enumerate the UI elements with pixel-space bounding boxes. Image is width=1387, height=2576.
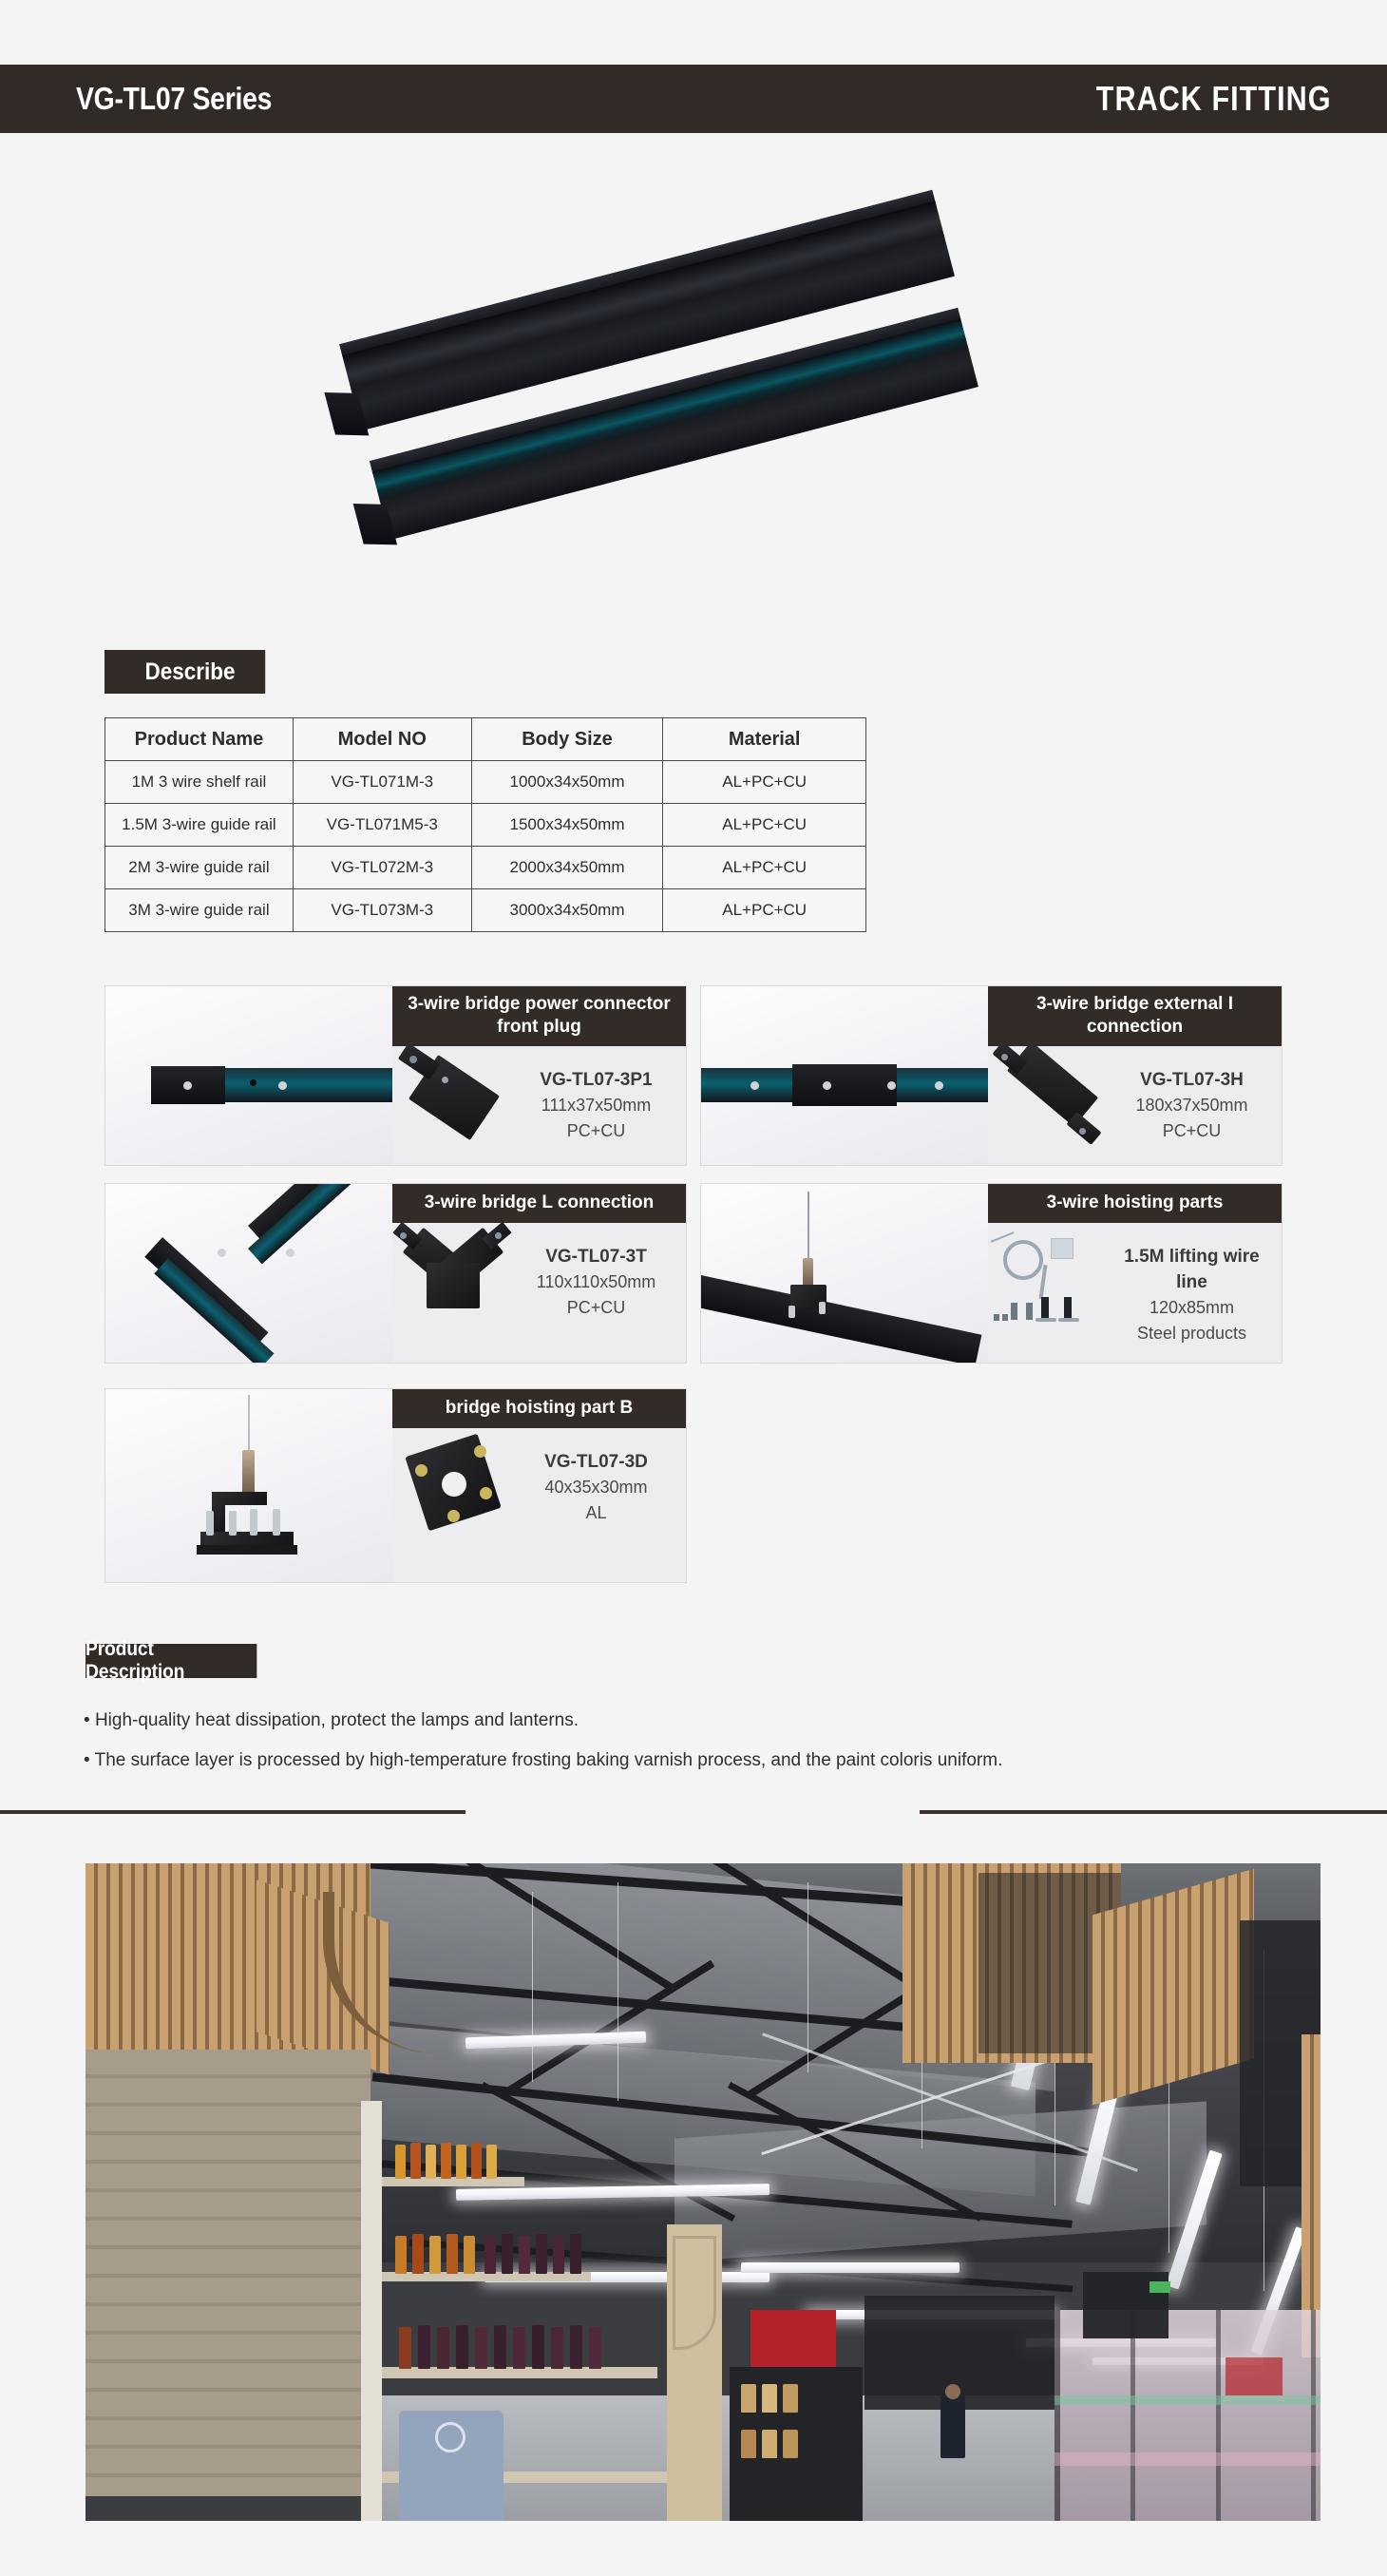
- accessory-photo-l-joint: [105, 1184, 392, 1363]
- accessory-card-hoisting-part-b: [104, 1388, 687, 1583]
- accessory-product-art: [392, 1046, 514, 1165]
- cell-body-size: 2000x34x50mm: [471, 847, 663, 889]
- accessory-dimensions: 111x37x50mm: [541, 1096, 652, 1115]
- accessory-dimensions: 180x37x50mm: [1135, 1096, 1248, 1115]
- accessory-card-l-connection: [104, 1183, 687, 1364]
- accessory-card-hoisting-parts: [700, 1183, 1282, 1364]
- accessory-material: AL: [585, 1503, 607, 1522]
- cell-material: AL+PC+CU: [663, 761, 866, 804]
- accessory-product-art-wire-kit: [988, 1223, 1110, 1363]
- accessory-detail: [988, 1046, 1282, 1165]
- accessory-model: 1.5M lifting wire line: [1124, 1247, 1260, 1292]
- cell-body-size: 1500x34x50mm: [471, 804, 663, 847]
- cell-material: AL+PC+CU: [663, 847, 866, 889]
- accessory-title: 3-wire bridge L connection: [392, 1184, 686, 1223]
- cell-model-no: VG-TL072M-3: [293, 847, 471, 889]
- accessory-detail: [392, 1223, 686, 1363]
- product-description-badge: [86, 1638, 256, 1683]
- accessory-detail: [392, 1046, 686, 1165]
- accessory-material: PC+CU: [566, 1298, 626, 1317]
- description-bullet: • High-quality heat dissipation, protect the lamps and lanterns.: [84, 1701, 1319, 1741]
- column-header-body-size: Body Size: [471, 718, 663, 761]
- accessory-card-i-connection: [700, 985, 1282, 1166]
- column-header-model-no: Model NO: [293, 718, 471, 761]
- accessory-info-panel: [988, 1184, 1282, 1363]
- accessory-photo-hoisting: [701, 1184, 988, 1363]
- accessory-info-panel: [392, 1389, 686, 1582]
- accessory-product-art: [392, 1223, 514, 1363]
- accessory-title: 3-wire bridge power connector front plug: [392, 986, 686, 1046]
- accessory-spec-block: [514, 1223, 686, 1321]
- cell-product-name: 1M 3 wire shelf rail: [105, 761, 294, 804]
- accessory-dimensions: 40x35x30mm: [544, 1478, 648, 1497]
- table-row: [105, 804, 866, 847]
- accessory-material: Steel products: [1136, 1324, 1247, 1343]
- accessory-spec-block: [514, 1046, 686, 1144]
- accessory-spec-block: [1110, 1223, 1282, 1346]
- table-row: [105, 889, 866, 932]
- cell-model-no: VG-TL071M-3: [293, 761, 471, 804]
- accessory-photo-i-joint: [701, 986, 988, 1165]
- cell-model-no: VG-TL071M5-3: [293, 804, 471, 847]
- description-bullet: • The surface layer is processed by high-temperature frosting baking varnish process, and the paint coloris uniform.: [84, 1741, 1319, 1781]
- cell-product-name: 2M 3-wire guide rail: [105, 847, 294, 889]
- product-description-list: [84, 1701, 1319, 1781]
- accessory-title: bridge hoisting part B: [392, 1389, 686, 1428]
- hero-product-image: [0, 171, 1387, 589]
- page-header-bar: [0, 65, 1387, 133]
- accessory-material: PC+CU: [1162, 1121, 1222, 1140]
- cell-product-name: 3M 3-wire guide rail: [105, 889, 294, 932]
- divider-line-right: [920, 1810, 1387, 1814]
- accessory-title: 3-wire hoisting parts: [988, 1184, 1282, 1223]
- accessory-info-panel: [988, 986, 1282, 1165]
- column-header-product-name: Product Name: [105, 718, 294, 761]
- accessory-spec-block: [1110, 1046, 1282, 1144]
- accessory-card-power-connector: [104, 985, 687, 1166]
- accessory-detail: [988, 1223, 1282, 1363]
- cell-material: AL+PC+CU: [663, 889, 866, 932]
- accessory-model: VG-TL07-3D: [544, 1452, 648, 1472]
- page-title: VG-TL07 Series: [76, 81, 273, 116]
- product-description-badge-label: Product Description: [86, 1638, 185, 1683]
- accessory-photo-clamp: [105, 1389, 392, 1582]
- accessory-spec-block: [514, 1428, 686, 1526]
- column-header-material: Material: [663, 718, 866, 761]
- accessory-info-panel: [392, 1184, 686, 1363]
- application-scene-photo: [86, 1863, 1320, 2521]
- accessory-model: VG-TL07-3H: [1140, 1070, 1244, 1090]
- accessory-product-art: [988, 1046, 1110, 1165]
- describe-section-badge: [104, 650, 265, 694]
- accessory-dimensions: 120x85mm: [1149, 1298, 1235, 1317]
- accessory-photo-straight-joint: [105, 986, 392, 1165]
- accessory-material: PC+CU: [566, 1121, 626, 1140]
- cell-product-name: 1.5M 3-wire guide rail: [105, 804, 294, 847]
- accessory-detail: [392, 1428, 686, 1582]
- cell-body-size: 3000x34x50mm: [471, 889, 663, 932]
- accessory-title: 3-wire bridge external I connection: [988, 986, 1282, 1046]
- category-title: TRACK FITTING: [1096, 79, 1332, 118]
- describe-badge-label: Describe: [144, 658, 236, 685]
- cell-model-no: VG-TL073M-3: [293, 889, 471, 932]
- divider-line-left: [0, 1810, 466, 1814]
- cell-body-size: 1000x34x50mm: [471, 761, 663, 804]
- accessory-info-panel: [392, 986, 686, 1165]
- accessory-model: VG-TL07-3P1: [540, 1070, 653, 1090]
- specification-table: [104, 717, 866, 932]
- table-row: [105, 761, 866, 804]
- table-header-row: [105, 718, 866, 761]
- table-row: [105, 847, 866, 889]
- accessory-product-art-plate: [392, 1428, 514, 1582]
- cell-material: AL+PC+CU: [663, 804, 866, 847]
- accessory-model: VG-TL07-3T: [545, 1247, 647, 1267]
- accessory-dimensions: 110x110x50mm: [536, 1272, 656, 1291]
